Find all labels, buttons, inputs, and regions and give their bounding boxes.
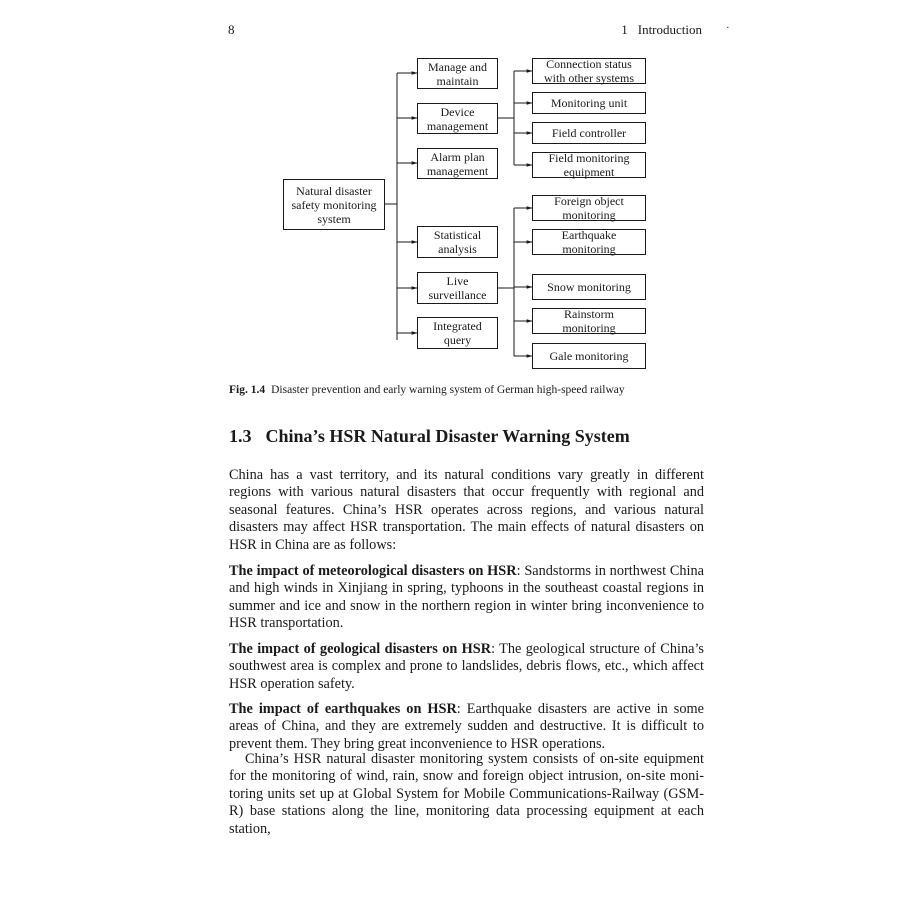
section-title: China’s HSR Natural Disaster Warning System: [265, 426, 630, 446]
meteorological-lead: The impact of meteorological disasters on HSR: [229, 563, 517, 579]
section-heading: [229, 426, 630, 447]
figure-caption-text: Disaster prevention and early warning system of German high-speed railway: [271, 384, 625, 396]
geological-text: : The geological structure of China’s southwest area is complex and prone to landslides, debris flows, etc., which affect HSR operation safety.: [229, 641, 704, 692]
node-snow-monitoring: Snow monitoring: [532, 274, 646, 300]
node-gale-monitoring: Gale monitoring: [532, 343, 646, 369]
paragraph-intro: China has a vast territory, and its natural conditions vary greatly in different regions with various natural disasters that occur frequently with regional and seasonal features. China’s HSR operates across regions, and various natural disasters may affect HSR transportation. The main effects of natural disasters on HSR in China are as follows:: [229, 467, 704, 553]
node-statistical-analysis: Statistical analysis: [417, 226, 498, 258]
figure-label: Fig. 1.4: [229, 384, 266, 396]
chapter-title: Introduction: [637, 22, 702, 37]
node-device-management: Device management: [417, 103, 498, 134]
paragraph-earthquake: [229, 701, 704, 753]
section-number: 1.3: [229, 426, 252, 446]
node-field-controller: Field controller: [532, 122, 646, 144]
node-manage-and-maintain: Manage and maintain: [417, 58, 498, 89]
node-foreign-object-monitoring: Foreign object monitoring: [532, 195, 646, 221]
node-integrated-query: Integrated query: [417, 317, 498, 349]
page-number: 8: [228, 22, 235, 37]
earthquake-lead: The impact of earthquakes on HSR: [229, 701, 457, 717]
paragraph-meteorological: [229, 563, 704, 633]
figure-caption: [229, 384, 709, 396]
node-field-monitoring-equipment: Field monitoring equipment: [532, 152, 646, 178]
node-monitoring-unit: Monitoring unit: [532, 92, 646, 114]
node-rainstorm-monitoring: Rainstorm monitoring: [532, 308, 646, 334]
geological-lead: The impact of geological disasters on HSR: [229, 641, 492, 657]
node-connection-status: Connection status with other systems: [532, 58, 646, 84]
paragraph-geological: [229, 641, 704, 693]
node-root: Natural disaster safety monitoring system: [283, 179, 385, 230]
stray-mark: ·: [726, 22, 730, 34]
node-live-surveillance: Live surveillance: [417, 272, 498, 304]
chapter-number: 1: [621, 22, 628, 37]
system-diagram: [0, 0, 900, 400]
meteorological-text: : Sandstorms in northwest China and high winds in Xinjiang in spring, typhoons in the southeast coastal regions in summer and ice and snow in the northern region in winter bring inconvenience to HSR transportation.: [229, 563, 704, 632]
node-alarm-plan-management: Alarm plan management: [417, 148, 498, 179]
paragraph-system: China’s HSR natural disaster monitoring system consists of on-site equipment for the monitoring of wind, rain, snow and foreign object intrusion, on-site monitoring units set up at Global System for Mobile Communications-Railway (GSM-R) base stations along the line, monitoring data processing equipment at each station,: [229, 751, 704, 837]
earthquake-text: : Earthquake disasters are active in some areas of China, and they are extremely sudden and destructive. It is difficult to prevent them. They bring great inconvenience to HSR operations.: [229, 701, 704, 752]
node-earthquake-monitoring: Earthquake monitoring: [532, 229, 646, 255]
